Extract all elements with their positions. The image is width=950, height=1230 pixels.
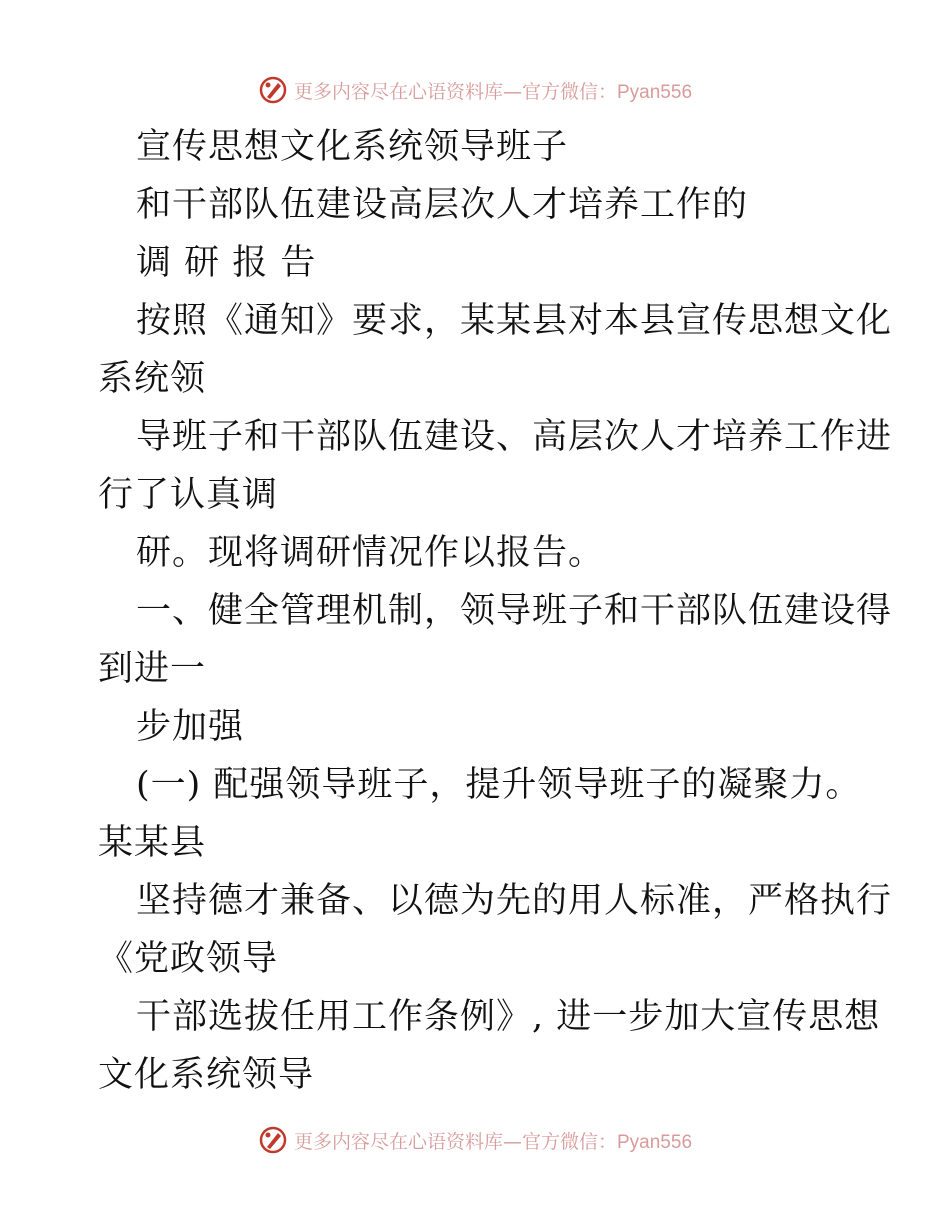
doc-title-line-3: 调 研 报 告 — [136, 243, 317, 283]
doc-title-line-1: 宣传思想文化系统领导班子 — [136, 127, 569, 167]
banner-text: 更多内容尽在心语资料库—官方微信：Pyan556 — [293, 1130, 693, 1153]
paragraph-line: 《党政领导 — [98, 939, 279, 979]
paragraph-line: 研。现将调研情况作以报告。 — [136, 533, 605, 573]
doc-title-line-2: 和干部队伍建设高层次人才培养工作的 — [136, 185, 749, 225]
paragraph-line: 文化系统领导 — [98, 1055, 315, 1095]
paragraph-line: 某某县 — [98, 823, 207, 863]
section-heading-line: 到进一 — [98, 649, 207, 689]
paragraph-line: 坚持德才兼备、以德为先的用人标准，严格执行 — [136, 881, 893, 921]
paragraph-line: 按照《通知》要求，某某县对本县宣传思想文化 — [136, 301, 893, 341]
subsection-line: (一) 配强领导班子，提升领导班子的凝聚力。 — [136, 765, 862, 805]
header-watermark-banner — [0, 70, 950, 110]
pen-logo-icon — [258, 75, 288, 105]
wechat-id: Pyan556 — [617, 81, 693, 103]
banner-text: 更多内容尽在心语资料库—官方微信：Pyan556 — [293, 80, 693, 103]
paragraph-line: 行了认真调 — [98, 475, 279, 515]
pen-logo-icon — [258, 1125, 288, 1155]
section-heading-line: 一、健全管理机制，领导班子和干部队伍建设得 — [136, 591, 893, 631]
paragraph-line: 干部选拔任用工作条例》, 进一步加大宣传思想 — [136, 997, 881, 1037]
section-heading-line: 步加强 — [136, 707, 245, 747]
paragraph-line: 系统领 — [98, 359, 207, 399]
wechat-id: Pyan556 — [617, 1131, 693, 1153]
paragraph-line: 导班子和干部队伍建设、高层次人才培养工作进 — [136, 417, 893, 457]
footer-watermark-banner — [0, 1120, 950, 1160]
